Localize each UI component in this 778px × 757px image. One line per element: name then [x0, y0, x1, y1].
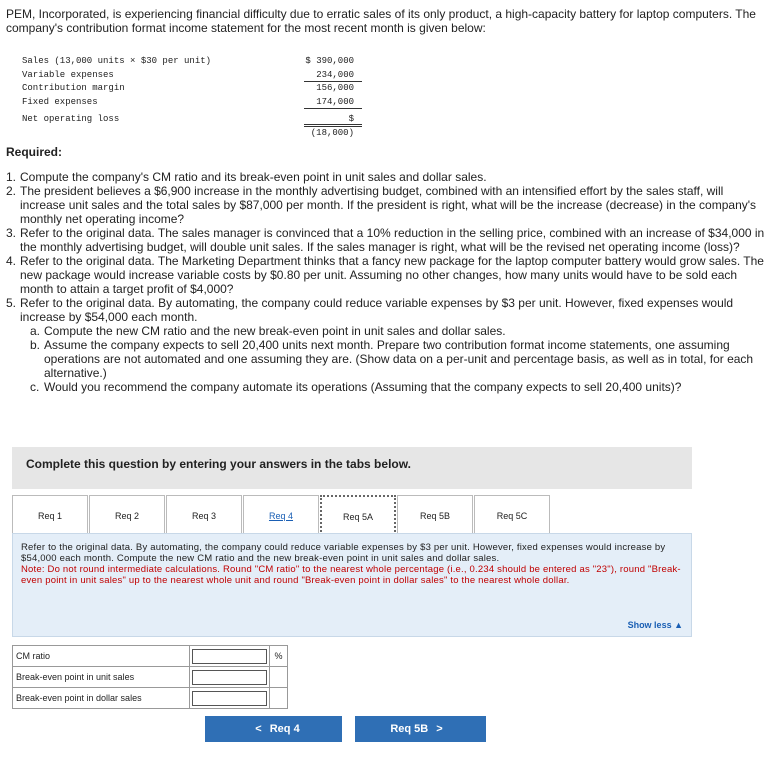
next-req-label: Req 5B: [390, 723, 429, 735]
answer-table: [12, 645, 288, 709]
percent-unit: %: [270, 646, 288, 667]
income-statement: [22, 55, 362, 138]
question-list: [6, 170, 768, 394]
question-item: 4. Refer to the original data. The Marketing Department thinks that a fancy new package for the laptop computer battery would grow sales. The new package would increase variable costs by $0.80 per unit. Assuming no other changes, how many units would have to be sold each month to attain a target profit of $4,000?: [6, 254, 764, 296]
complete-instructions: Complete this question by entering your answers in the tabs below.: [12, 447, 692, 489]
cm-ratio-input[interactable]: [190, 646, 270, 667]
is-row-net-loss: Net operating loss $ (18,000): [22, 113, 362, 127]
answer-label: Break-even point in unit sales: [13, 667, 190, 688]
is-row-fixed: Fixed expenses 174,000: [22, 96, 362, 110]
is-row-variable: Variable expenses 234,000: [22, 69, 362, 83]
prev-req-label: Req 4: [269, 723, 300, 735]
tab-req-5b[interactable]: Req 5B: [397, 495, 473, 535]
show-less-link[interactable]: Show less ▲: [627, 620, 683, 630]
question-item: 1. Compute the company's CM ratio and its break-even point in unit sales and dollar sales.: [6, 170, 487, 184]
chevron-left-icon: <: [255, 723, 262, 735]
bep-dollars-input[interactable]: [190, 688, 270, 709]
tab-req-5c[interactable]: Req 5C: [474, 495, 550, 535]
bep-units-input[interactable]: [190, 667, 270, 688]
answer-row-cm-ratio: [13, 646, 288, 667]
answer-label: CM ratio: [13, 646, 190, 667]
panel-instruction: Refer to the original data. By automating, the company could reduce variable expenses by $3 per unit. However, fixed expenses would increase by $54,000 each month. Compute the new CM ratio and the new break-even point in unit sales and dollar sales.: [21, 542, 666, 564]
tab-req-4[interactable]: Req 4: [243, 495, 319, 535]
answer-label: Break-even point in dollar sales: [13, 688, 190, 709]
answer-row-bep-dollars: [13, 688, 288, 709]
question-item: 5. Refer to the original data. By automating, the company could reduce variable expenses by $3 per unit. However, fixed expenses would increase by $54,000 each month.: [6, 296, 734, 324]
empty-unit: [270, 667, 288, 688]
subquestion-item: c. Would you recommend the company automate its operations (Assuming that the company expects to sell 20,400 units)?: [30, 380, 682, 394]
required-heading: Required:: [6, 145, 63, 159]
answer-row-bep-units: [13, 667, 288, 688]
tab-req-3[interactable]: Req 3: [166, 495, 242, 535]
is-row-sales: Sales (13,000 units × $30 per unit) $ 390,000: [22, 56, 354, 66]
prev-req-button[interactable]: [205, 716, 342, 742]
panel-note: Note: Do not round intermediate calculations. Round "CM ratio" to the nearest whole percentage (i.e., 0.234 should be entered as "23"), round "Break-even point in unit sales" up to the nearest whole unit and round "Break-even point in dollar sales" to the nearest whole dollar.: [21, 564, 681, 586]
subquestion-item: b. Assume the company expects to sell 20,400 units next month. Prepare two contribution format income statements, one assuming operations are not automated and one assuming they are. (Show data on a per-unit and percentage basis, as well as in total, for each alternative.): [30, 338, 754, 380]
tab-req-5a[interactable]: Req 5A: [320, 495, 396, 536]
requirement-tabs: [12, 495, 692, 535]
is-row-cm: Contribution margin 156,000: [22, 83, 354, 93]
subquestion-item: a. Compute the new CM ratio and the new break-even point in unit sales and dollar sales.: [30, 324, 506, 338]
question-item: 3. Refer to the original data. The sales manager is convinced that a 10% reduction in the selling price, combined with an increase of $34,000 in the monthly advertising budget, will double unit sales. If the sales manager is right, what will be the revised net operating income (loss)?: [6, 226, 765, 254]
question-item: 2. The president believes a $6,900 increase in the monthly advertising budget, combined with an intensified effort by the sales staff, will increase unit sales and the total sales by $87,000 per month. If the president is right, what will be the increase (decrease) in the company's monthly net operating income?: [6, 184, 757, 226]
next-req-button[interactable]: [355, 716, 486, 742]
tab-req-2[interactable]: Req 2: [89, 495, 165, 535]
instruction-panel: [12, 533, 692, 637]
empty-unit: [270, 688, 288, 709]
problem-intro: PEM, Incorporated, is experiencing financial difficulty due to erratic sales of its only product, a high-capacity battery for laptop computers. The company's contribution format income statement for the most recent month is given below:: [6, 7, 756, 35]
chevron-right-icon: >: [436, 723, 443, 735]
tab-req-1[interactable]: Req 1: [12, 495, 88, 535]
